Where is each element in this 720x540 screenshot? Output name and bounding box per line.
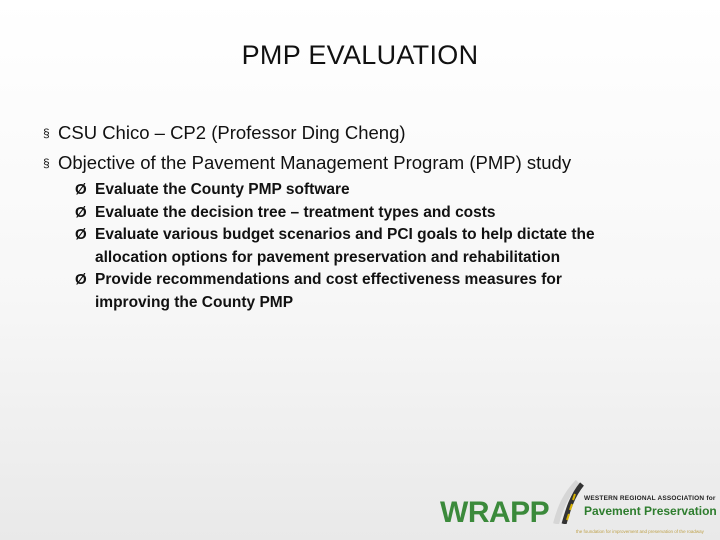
sub-bullet-item [75, 202, 693, 225]
bullet-list [43, 118, 693, 314]
arrow-bullet-icon: Ø [75, 226, 87, 243]
logo-tagline: the foundation for improvement and preservation of the roadway [576, 529, 704, 534]
logo-org-line2: Pavement Preservation [584, 504, 717, 518]
sub-bullet-list [75, 179, 693, 314]
bullet-text: Objective of the Pavement Management Program (PMP) study [58, 152, 572, 173]
bullet-item [43, 148, 693, 178]
sub-bullet-text: Evaluate the decision tree – treatment types and costs [95, 203, 496, 221]
road-swoosh-icon [550, 480, 584, 524]
slide-title: PMP EVALUATION [241, 40, 479, 70]
sub-bullet-item [75, 179, 693, 202]
bullet-text: CSU Chico – CP2 (Professor Ding Cheng) [58, 122, 406, 143]
arrow-bullet-icon: Ø [75, 271, 87, 288]
sub-bullet-text: Evaluate various budget scenarios and PCI goals to help dictate the allocation options for pavement preservation and rehabilitation [95, 226, 595, 266]
arrow-bullet-icon: Ø [75, 181, 87, 198]
logo-wordmark: WRAPP [440, 496, 550, 529]
bullet-item [43, 118, 693, 148]
sub-bullet-text: Provide recommendations and cost effectiveness measures for improving the County PMP [95, 271, 562, 311]
sub-bullet-text: Evaluate the County PMP software [95, 181, 350, 198]
sub-bullet-item [75, 224, 693, 269]
sub-bullet-item [75, 269, 693, 314]
bullet-marker-icon: § [43, 156, 50, 170]
wrapp-logo [440, 478, 720, 540]
arrow-bullet-icon: Ø [75, 203, 87, 221]
logo-org-line1: WESTERN REGIONAL ASSOCIATION for [584, 495, 716, 502]
bullet-marker-icon: § [43, 126, 50, 140]
